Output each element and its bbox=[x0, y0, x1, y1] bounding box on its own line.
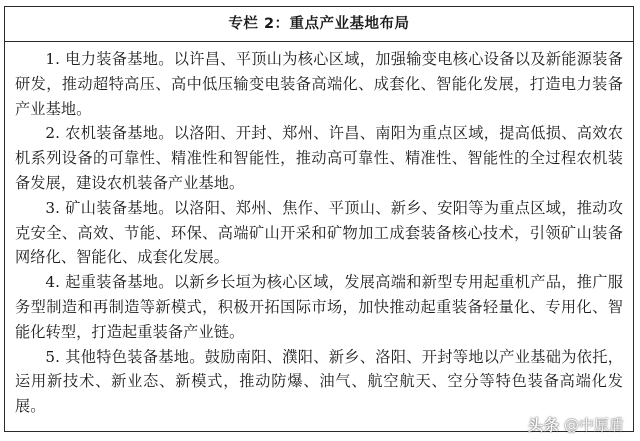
paragraph-agricultural-machinery: 2. 农机装备基地。以洛阳、开封、郑州、许昌、南阳为重点区域，提高低损、高效农机系列设备的可靠性、精准性和智能性，推动高可靠性、精准性、智能性的全过程农机装备发展，建设农机装备产业基地。 bbox=[15, 124, 623, 192]
paragraph-other-equipment: 5. 其他特色装备基地。鼓励南阳、濮阳、新乡、洛阳、开封等地以产业基础为依托，运用新技术、新业态、新模式，推动防爆、油气、航空航天、空分等特色装备高端化发展。 bbox=[15, 347, 623, 416]
watermark-handle: @中原盾 bbox=[563, 416, 624, 434]
watermark bbox=[528, 414, 624, 435]
box-body bbox=[5, 42, 633, 419]
watermark-brand: 头条 bbox=[527, 416, 560, 434]
box-title: 专栏 2：重点产业基地布局 bbox=[5, 7, 633, 42]
paragraph-mining-equipment: 3. 矿山装备基地。以洛阳、郑州、焦作、平顶山、新乡、安阳等为重点区域，推动攻克安全、高效、节能、环保、高端矿山开采和矿物加工成套装备核心技术，引领矿山装备网络化、智能化、成套化发展。 bbox=[15, 198, 623, 267]
feature-box bbox=[4, 6, 634, 432]
paragraph-power-equipment: 1. 电力装备基地。以许昌、平顶山为核心区域，加强输变电核心设备以及新能源装备研发，推动超特高压、高中低压输变电装备高端化、成套化、智能化发展，打造电力装备产业基地。 bbox=[15, 50, 623, 118]
paragraph-lifting-equipment: 4. 起重装备基地。以新乡长垣为核心区域，发展高端和新型专用起重机产品，推广服务型制造和再制造等新模式，积极开拓国际市场，加快推动起重装备轻量化、专用化、智能化转型，打造起重装备产业链。 bbox=[15, 273, 623, 341]
